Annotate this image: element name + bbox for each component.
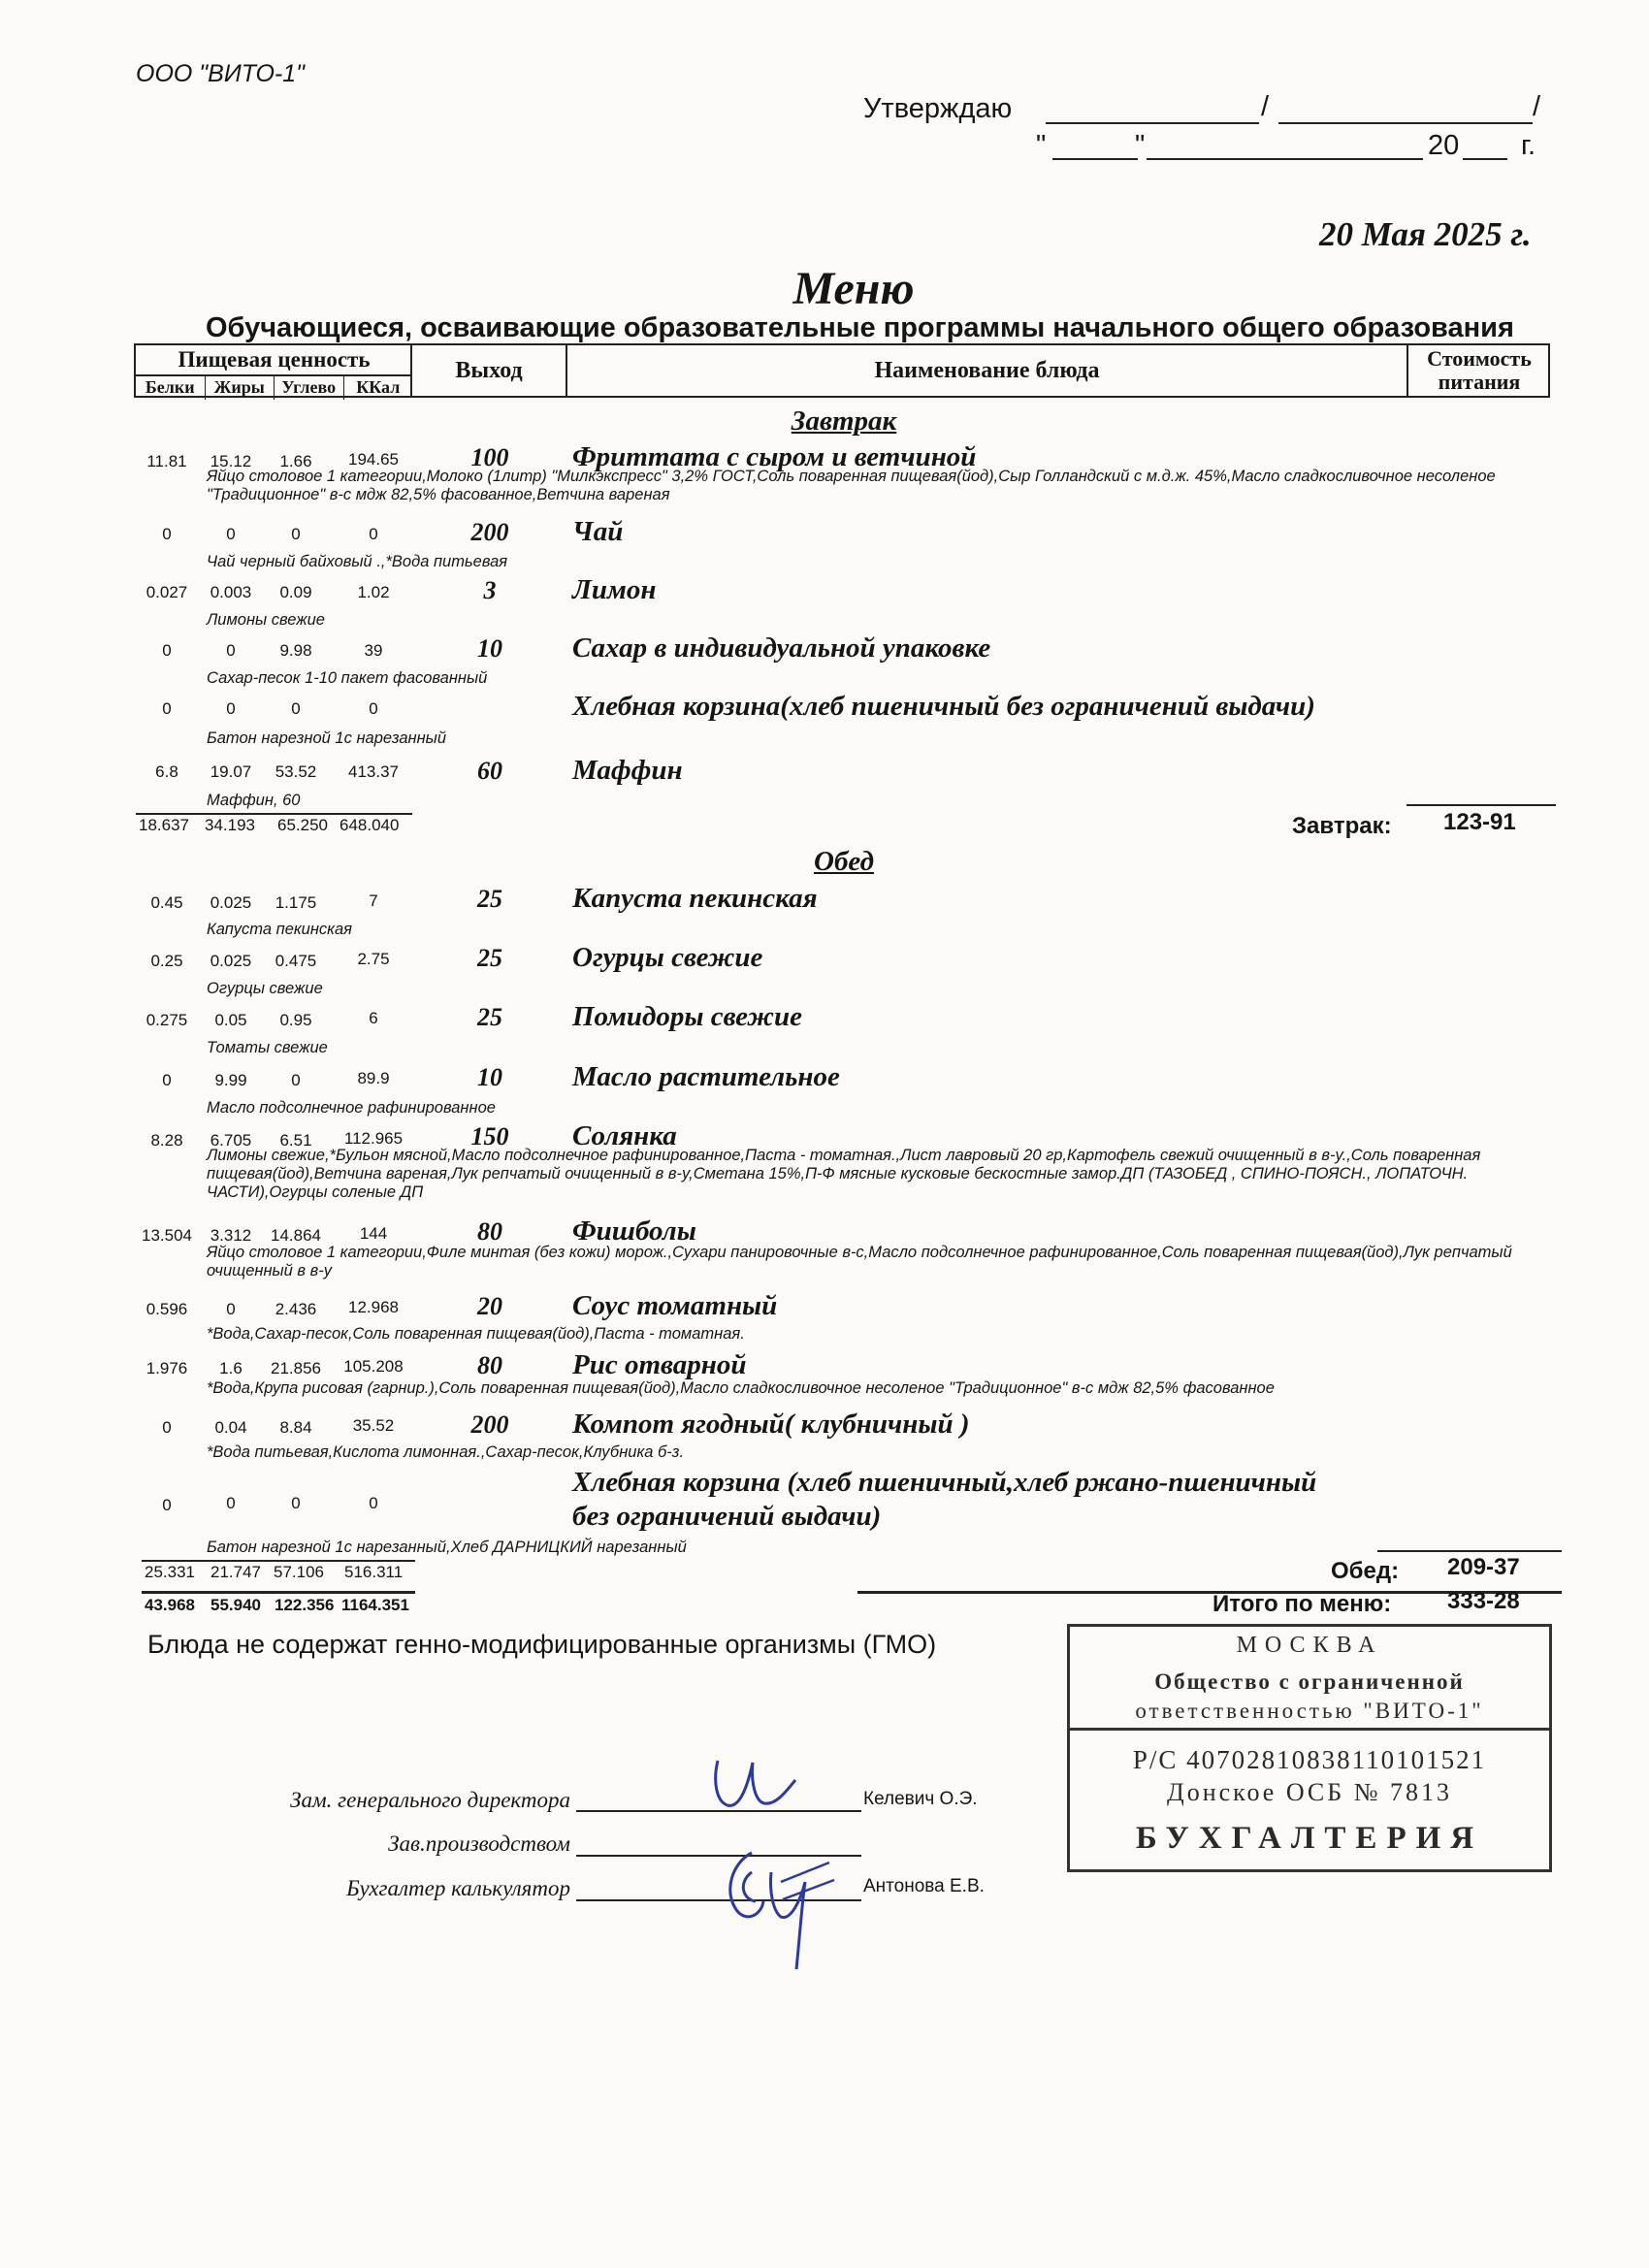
- signature-name: Антонова Е.В.: [863, 1876, 985, 1896]
- kcal-value: 39: [364, 641, 383, 660]
- dish-ingredients: *Вода,Сахар-песок,Соль поваренная пищевая(йод),Паста - томатная.: [207, 1325, 745, 1343]
- approve-name-line: [1278, 122, 1533, 124]
- output-value: 20: [477, 1292, 502, 1320]
- gmo-statement: Блюда не содержат генно-модифицированные организмы (ГМО): [147, 1630, 937, 1659]
- kcal-value: 144: [359, 1224, 388, 1243]
- grand-total-fats: 55.940: [210, 1596, 261, 1614]
- table-row: [0, 632, 1649, 687]
- carbs-value: 6.51: [279, 1131, 312, 1150]
- breakfast-total-proteins: 18.637: [139, 816, 189, 834]
- fats-value: 0: [226, 1494, 236, 1512]
- lunch-cost-rule: [1377, 1550, 1562, 1552]
- carbs-value: 0: [291, 699, 301, 718]
- table-row: [0, 1215, 1649, 1280]
- fats-value: 0.04: [214, 1418, 247, 1437]
- dish-name: Фриттата с сыром и ветчиной: [572, 441, 977, 472]
- output-value: 25: [477, 885, 502, 913]
- dish-name: Хлебная корзина (хлеб пшеничный,хлеб ржано-пшеничный: [572, 1467, 1317, 1498]
- kcal-value: 194.65: [348, 450, 399, 469]
- stamp-divider: [1070, 1728, 1549, 1731]
- dish-name: Соус томатный: [572, 1290, 778, 1321]
- breakfast-total-kcal: 648.040: [340, 816, 400, 834]
- stamp-bank: Донское ОСБ № 7813: [1166, 1778, 1453, 1806]
- organization-name: ООО "ВИТО-1": [136, 60, 305, 87]
- dish-name: Чай: [572, 516, 624, 547]
- carbs-value: 1.66: [279, 452, 312, 470]
- date-quote-open: ": [1036, 130, 1047, 161]
- fats-value: 0.05: [214, 1011, 247, 1029]
- date-quote-close: ": [1135, 130, 1146, 161]
- lunch-total-fats: 21.747: [210, 1563, 261, 1581]
- proteins-value: 11.81: [146, 452, 187, 470]
- stamp-company-line2: ответственностью "ВИТО-1": [1135, 1699, 1484, 1723]
- fats-value: 0: [226, 1300, 236, 1318]
- dish-name: Рис отварной: [572, 1349, 747, 1380]
- output-value: 10: [477, 634, 502, 663]
- approve-label: Утверждаю: [863, 93, 1013, 124]
- dish-ingredients: Батон нарезной 1с нарезанный: [207, 729, 447, 747]
- page-title: Меню: [792, 263, 915, 314]
- breakfast-total-fats: 34.193: [205, 816, 255, 834]
- dish-ingredients: Сахар-песок 1-10 пакет фасованный: [207, 669, 488, 687]
- kcal-value: 112.965: [343, 1129, 404, 1148]
- nutrition-subheaders: [136, 374, 412, 400]
- stamp-city: МОСКВА: [1236, 1633, 1383, 1658]
- kcal-value: 413.37: [348, 762, 399, 781]
- stamp-company-line1: Общество с ограниченной: [1154, 1669, 1465, 1694]
- breakfast-cost-rule: [1406, 804, 1556, 806]
- dish-ingredients: Томаты свежие: [207, 1039, 328, 1056]
- grand-total-carbs: 122.356: [275, 1596, 335, 1614]
- breakfast-total-carbs: 65.250: [277, 816, 328, 834]
- fats-value: 9.99: [214, 1071, 247, 1089]
- table-row: [0, 1290, 1649, 1343]
- fats-value: 0.003: [210, 583, 252, 601]
- carbs-value: 9.98: [279, 641, 312, 660]
- dish-ingredients: *Вода питьевая,Кислота лимонная.,Сахар-песок,Клубника б-з.: [207, 1443, 685, 1461]
- proteins-value: 8.28: [150, 1131, 183, 1150]
- stamp-department: БУХГАЛТЕРИЯ: [1135, 1821, 1484, 1856]
- proteins-value: 0.275: [146, 1011, 188, 1029]
- output-value: 100: [470, 443, 509, 471]
- kcal-value: 105.208: [343, 1357, 404, 1376]
- dish-name: Капуста пекинская: [572, 883, 818, 914]
- breakfast-cost: 123-91: [1443, 809, 1516, 835]
- carbs-value: 0: [291, 525, 301, 543]
- kcal-value: 0: [369, 1494, 378, 1512]
- lunch-summary-label: Обед:: [1331, 1558, 1400, 1584]
- dish-ingredients: Яйцо столовое 1 категории,Молоко (1литр) "Милкэкспресс" 3,2% ГОСТ,Соль поваренная пищевая(йод),Сыр Голландский с м.д.ж. 45%,Масло сладкосливочное несоленое "Традиционное" в-с мдж 82,5% фасованное,Ветчина вареная: [207, 468, 1496, 503]
- output-value: 200: [470, 518, 509, 546]
- dish-ingredients: Чай черный байховый .,*Вода питьевая: [207, 553, 508, 570]
- kcal-value: 0: [369, 525, 378, 543]
- table-row: [0, 1467, 1649, 1554]
- kcal-value: 2.75: [357, 950, 390, 968]
- grand-total-cost: 333-28: [1447, 1588, 1520, 1614]
- dish-ingredients: Яйцо столовое 1 категории,Филе минтая (без кожи) морож.,Сухари панировочные в-с,Масло подсолнечное рафинированное,Соль поваренная пищевая(йод),Лук репчатый очищенный в в-у: [207, 1244, 1512, 1280]
- dish-ingredients: Лимоны свежие,*Бульон мясной,Масло подсолнечное рафинированное,Паста - томатная.,Лист лавровый 20 гр,Картофель свежий очищенный в в-у.,Соль поваренная пищевая(йод),Ветчина вареная,Лук репчатый очищенный в в-у,Сметана 15%,П-Ф мясные кусковые бескостные замор.ДП (ТАЗОБЕД , СПИНО-ПОЯСН., ЛОПАТОЧН. ЧАСТИ),Огурцы соленые ДП: [207, 1147, 1481, 1201]
- page-subtitle: Обучающиеся, осваивающие образовательные программы начального общего образования: [206, 312, 1514, 343]
- carbs-value: 14.864: [271, 1226, 321, 1245]
- table-row: [0, 883, 1649, 938]
- output-header: Выход: [412, 345, 567, 396]
- table-row: [0, 942, 1649, 997]
- dish-name-continued: без ограничений выдачи): [572, 1501, 882, 1532]
- dish-name: Компот ягодный( клубничный ): [572, 1409, 970, 1440]
- approve-signature-line: [1046, 122, 1259, 124]
- proteins-value: 0: [162, 525, 172, 543]
- approve-slash: /: [1261, 91, 1270, 122]
- dish-name-header: Наименование блюда: [567, 345, 1408, 396]
- fats-value: 15.12: [210, 452, 252, 470]
- handwritten-signature-director: [698, 1741, 815, 1819]
- breakfast-section-title: Завтрак: [791, 405, 897, 437]
- handwritten-signature-accountant: [713, 1833, 839, 1979]
- grand-totals-rule: [142, 1591, 415, 1594]
- output-value: 10: [477, 1063, 502, 1091]
- fats-value: 3.312: [210, 1226, 252, 1245]
- kcal-header: ККал: [356, 377, 401, 397]
- dish-name: Солянка: [572, 1120, 677, 1151]
- output-value: 25: [477, 1003, 502, 1031]
- lunch-total-proteins: 25.331: [145, 1563, 195, 1581]
- grand-total-kcal: 1164.351: [341, 1596, 409, 1614]
- menu-date: 20 Мая 2025 г.: [1319, 215, 1532, 253]
- year-suffix: г.: [1521, 130, 1536, 161]
- table-header: [134, 343, 1550, 398]
- proteins-value: 0.45: [150, 893, 183, 912]
- output-value: 25: [477, 944, 502, 972]
- signature-role: Бухгалтер калькулятор: [346, 1876, 570, 1900]
- carbs-value: 21.856: [271, 1359, 321, 1377]
- table-row: [0, 1349, 1649, 1397]
- breakfast-totals-rule: [136, 813, 412, 815]
- nutrition-label: Пищевая ценность: [178, 347, 371, 372]
- nutrition-header: [136, 345, 412, 396]
- dish-name: Лимон: [572, 574, 657, 605]
- table-row: [0, 1120, 1649, 1201]
- proteins-value: 0.027: [146, 583, 188, 601]
- lunch-total-kcal: 516.311: [344, 1563, 404, 1581]
- lunch-totals-rule: [142, 1560, 415, 1562]
- lunch-cost: 209-37: [1447, 1554, 1520, 1580]
- dish-ingredients: Огурцы свежие: [207, 980, 323, 997]
- dish-name: Помидоры свежие: [572, 1001, 802, 1032]
- carbs-value: 0.09: [279, 583, 312, 601]
- lunch-total-carbs: 57.106: [274, 1563, 324, 1581]
- dish-name: Фишболы: [572, 1215, 696, 1247]
- carbs-value: 53.52: [275, 762, 317, 781]
- cost-header: Стоимость питания: [1427, 346, 1532, 394]
- proteins-value: 0: [162, 1418, 172, 1437]
- proteins-value: 0: [162, 699, 172, 718]
- kcal-value: 1.02: [357, 583, 390, 601]
- dish-name: Маффин: [572, 755, 683, 786]
- output-value: 80: [477, 1351, 502, 1379]
- table-row: [0, 516, 1649, 570]
- kcal-value: 0: [369, 699, 378, 718]
- day-blank-line: [1052, 158, 1138, 160]
- grand-total-label: Итого по меню:: [1212, 1591, 1392, 1617]
- fats-value: 6.705: [210, 1131, 252, 1150]
- table-row: [0, 1061, 1649, 1117]
- carbs-value: 2.436: [275, 1300, 317, 1318]
- dish-name: Масло растительное: [572, 1061, 840, 1092]
- kcal-value: 6: [369, 1009, 378, 1027]
- table-row: [0, 441, 1649, 503]
- carbs-value: 0: [291, 1071, 301, 1089]
- fats-value: 0: [226, 699, 236, 718]
- proteins-value: 0.25: [150, 952, 183, 970]
- stamp-account: Р/С 40702810838110101521: [1132, 1745, 1487, 1774]
- table-row: [0, 691, 1649, 747]
- year-blank-line: [1463, 158, 1507, 160]
- dish-name: Хлебная корзина(хлеб пшеничный без ограничений выдачи): [572, 691, 1315, 722]
- carbs-header: Углево: [275, 376, 344, 400]
- dish-name: Сахар в индивидуальной упаковке: [572, 632, 991, 664]
- approve-slash: /: [1533, 91, 1541, 122]
- output-value: 60: [477, 757, 502, 785]
- fats-value: 0.025: [210, 952, 252, 970]
- signature-name: Келевич О.Э.: [863, 1789, 978, 1809]
- dish-ingredients: Масло подсолнечное рафинированное: [207, 1099, 496, 1117]
- carbs-value: 0: [291, 1494, 301, 1512]
- proteins-header: Белки: [136, 376, 206, 400]
- proteins-value: 13.504: [142, 1226, 192, 1245]
- proteins-value: 0: [162, 641, 172, 660]
- fats-value: 19.07: [210, 762, 252, 781]
- dish-ingredients: Капуста пекинская: [207, 921, 352, 938]
- kcal-value: 35.52: [352, 1416, 395, 1435]
- output-value: 80: [477, 1217, 502, 1246]
- kcal-value: 12.968: [348, 1298, 399, 1316]
- breakfast-summary-label: Завтрак:: [1292, 813, 1392, 839]
- kcal-value: 7: [369, 891, 378, 910]
- kcal-value: 89.9: [357, 1069, 390, 1087]
- fats-header: Жиры: [206, 376, 275, 400]
- carbs-value: 8.84: [279, 1418, 312, 1437]
- proteins-value: 6.8: [155, 762, 178, 781]
- signature-role: Зам. генерального директора: [290, 1788, 570, 1812]
- proteins-value: 0: [162, 1071, 172, 1089]
- fats-value: 1.6: [219, 1359, 242, 1377]
- signature-role: Зав.производством: [388, 1831, 570, 1856]
- carbs-value: 0.475: [275, 952, 317, 970]
- table-row: [0, 755, 1649, 809]
- output-value: 3: [483, 576, 497, 604]
- proteins-value: 0.596: [146, 1300, 188, 1318]
- carbs-value: 0.95: [279, 1011, 312, 1029]
- fats-value: 0: [226, 525, 236, 543]
- carbs-value: 1.175: [275, 893, 317, 912]
- dish-ingredients: *Вода,Крупа рисовая (гарнир.),Соль поваренная пищевая(йод),Масло сладкосливочное несоленое "Традиционное" в-с мдж 82,5% фасованное: [207, 1379, 1275, 1397]
- table-row: [0, 574, 1649, 629]
- dish-name: Огурцы свежие: [572, 942, 763, 973]
- month-blank-line: [1147, 158, 1423, 160]
- company-stamp: [1067, 1624, 1552, 1872]
- table-row: [0, 1001, 1649, 1056]
- fats-value: 0.025: [210, 893, 252, 912]
- year-prefix: 20: [1428, 130, 1460, 161]
- fats-value: 0: [226, 641, 236, 660]
- lunch-section-title: Обед: [814, 846, 874, 877]
- dish-ingredients: Батон нарезной 1с нарезанный,Хлеб ДАРНИЦКИЙ нарезанный: [207, 1539, 687, 1556]
- proteins-value: 1.976: [146, 1359, 188, 1377]
- proteins-value: 0: [162, 1496, 172, 1514]
- output-value: 200: [470, 1410, 509, 1439]
- dish-ingredients: Маффин, 60: [207, 792, 301, 809]
- grand-total-proteins: 43.968: [145, 1596, 195, 1614]
- output-value: 150: [470, 1122, 509, 1150]
- table-row: [0, 1409, 1649, 1461]
- dish-ingredients: Лимоны свежие: [207, 611, 325, 629]
